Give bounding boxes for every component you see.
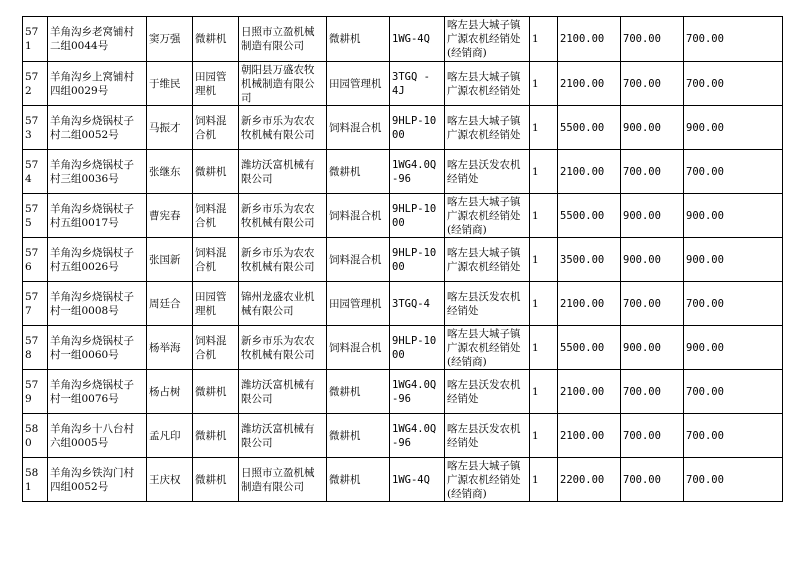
subsidy-cell: 700.00 [621, 414, 684, 458]
farmer-name-cell: 杨占树 [147, 370, 193, 414]
subsidy-cell: 700.00 [621, 62, 684, 106]
row-number-cell: 571 [23, 17, 48, 62]
dealer-cell: 喀左县大城子镇广源农机经销处(经销商) [445, 17, 530, 62]
model-cell: 3TGQ - 4J [390, 62, 445, 106]
machine-category-cell: 饲料混合机 [193, 106, 239, 150]
quantity-cell: 1 [530, 106, 558, 150]
manufacturer-cell: 新乡市乐为农农牧机械有限公司 [239, 238, 327, 282]
farmer-name-cell: 周廷合 [147, 282, 193, 326]
machine-category-cell: 田园管理机 [193, 62, 239, 106]
row-number-cell: 573 [23, 106, 48, 150]
table-row [23, 17, 783, 62]
total-subsidy-cell: 700.00 [684, 282, 783, 326]
farmer-name-cell: 马振才 [147, 106, 193, 150]
manufacturer-cell: 朝阳县万盛农牧机械制造有限公司 [239, 62, 327, 106]
model-cell: 3TGQ-4 [390, 282, 445, 326]
machine-category-cell: 饲料混合机 [193, 194, 239, 238]
model-cell: 9HLP-1000 [390, 326, 445, 370]
manufacturer-cell: 潍坊沃富机械有限公司 [239, 414, 327, 458]
row-number-cell: 576 [23, 238, 48, 282]
manufacturer-cell: 锦州龙盛农业机械有限公司 [239, 282, 327, 326]
farmer-name-cell: 张国新 [147, 238, 193, 282]
quantity-cell: 1 [530, 370, 558, 414]
quantity-cell: 1 [530, 150, 558, 194]
address-cell: 羊角沟乡上窝铺村四组0029号 [48, 62, 147, 106]
farmer-name-cell: 王庆权 [147, 458, 193, 502]
quantity-cell: 1 [530, 194, 558, 238]
table-row [23, 62, 783, 106]
machine-category-cell: 微耕机 [193, 370, 239, 414]
model-cell: 1WG4.0Q-96 [390, 150, 445, 194]
total-subsidy-cell: 700.00 [684, 62, 783, 106]
table-row [23, 326, 783, 370]
row-number-cell: 580 [23, 414, 48, 458]
total-subsidy-cell: 700.00 [684, 17, 783, 62]
table-row [23, 414, 783, 458]
farmer-name-cell: 曹宪春 [147, 194, 193, 238]
model-cell: 1WG-4Q [390, 17, 445, 62]
price-cell: 2100.00 [558, 150, 621, 194]
manufacturer-cell: 新乡市乐为农农牧机械有限公司 [239, 194, 327, 238]
machine-category-cell: 微耕机 [193, 17, 239, 62]
model-cell: 9HLP-1000 [390, 238, 445, 282]
machine-category-cell: 饲料混合机 [193, 238, 239, 282]
quantity-cell: 1 [530, 17, 558, 62]
quantity-cell: 1 [530, 414, 558, 458]
table-row [23, 238, 783, 282]
model-cell: 9HLP-1000 [390, 106, 445, 150]
row-number-cell: 577 [23, 282, 48, 326]
quantity-cell: 1 [530, 282, 558, 326]
subsidy-cell: 700.00 [621, 150, 684, 194]
address-cell: 羊角沟乡烧锅杖子村一组0060号 [48, 326, 147, 370]
machine-category-cell: 微耕机 [193, 414, 239, 458]
machine-item-cell: 饲料混合机 [327, 106, 390, 150]
manufacturer-cell: 潍坊沃富机械有限公司 [239, 370, 327, 414]
table-body [23, 17, 783, 502]
machine-item-cell: 饲料混合机 [327, 238, 390, 282]
dealer-cell: 喀左县大城子镇广源农机经销处(经销商) [445, 458, 530, 502]
model-cell: 1WG-4Q [390, 458, 445, 502]
manufacturer-cell: 新乡市乐为农农牧机械有限公司 [239, 106, 327, 150]
row-number-cell: 578 [23, 326, 48, 370]
address-cell: 羊角沟乡老窝铺村二组0044号 [48, 17, 147, 62]
dealer-cell: 喀左县沃发农机经销处 [445, 414, 530, 458]
farmer-name-cell: 于维民 [147, 62, 193, 106]
dealer-cell: 喀左县沃发农机经销处 [445, 282, 530, 326]
model-cell: 1WG4.0Q-96 [390, 370, 445, 414]
table-row [23, 150, 783, 194]
row-number-cell: 581 [23, 458, 48, 502]
row-number-cell: 574 [23, 150, 48, 194]
manufacturer-cell: 新乡市乐为农农牧机械有限公司 [239, 326, 327, 370]
quantity-cell: 1 [530, 238, 558, 282]
machine-item-cell: 微耕机 [327, 17, 390, 62]
machine-category-cell: 田园管理机 [193, 282, 239, 326]
farmer-name-cell: 孟凡印 [147, 414, 193, 458]
total-subsidy-cell: 900.00 [684, 326, 783, 370]
subsidy-cell: 700.00 [621, 17, 684, 62]
machine-category-cell: 微耕机 [193, 150, 239, 194]
total-subsidy-cell: 700.00 [684, 370, 783, 414]
machine-item-cell: 微耕机 [327, 150, 390, 194]
machine-item-cell: 田园管理机 [327, 282, 390, 326]
total-subsidy-cell: 900.00 [684, 194, 783, 238]
farmer-name-cell: 窦万强 [147, 17, 193, 62]
dealer-cell: 喀左县大城子镇广源农机经销处 [445, 62, 530, 106]
machine-item-cell: 田园管理机 [327, 62, 390, 106]
price-cell: 2100.00 [558, 62, 621, 106]
row-number-cell: 579 [23, 370, 48, 414]
manufacturer-cell: 潍坊沃富机械有限公司 [239, 150, 327, 194]
address-cell: 羊角沟乡烧锅杖子村一组0008号 [48, 282, 147, 326]
table-row [23, 106, 783, 150]
machine-item-cell: 饲料混合机 [327, 326, 390, 370]
machine-item-cell: 微耕机 [327, 370, 390, 414]
table-row [23, 282, 783, 326]
address-cell: 羊角沟乡烧锅杖子村三组0036号 [48, 150, 147, 194]
row-number-cell: 575 [23, 194, 48, 238]
address-cell: 羊角沟乡烧锅杖子村一组0076号 [48, 370, 147, 414]
total-subsidy-cell: 700.00 [684, 150, 783, 194]
machine-category-cell: 饲料混合机 [193, 326, 239, 370]
subsidy-cell: 900.00 [621, 106, 684, 150]
address-cell: 羊角沟乡烧锅杖子村五组0017号 [48, 194, 147, 238]
farmer-name-cell: 杨举海 [147, 326, 193, 370]
machine-category-cell: 微耕机 [193, 458, 239, 502]
farmer-name-cell: 张继东 [147, 150, 193, 194]
machine-item-cell: 微耕机 [327, 414, 390, 458]
manufacturer-cell: 日照市立盈机械制造有限公司 [239, 458, 327, 502]
subsidy-cell: 700.00 [621, 458, 684, 502]
quantity-cell: 1 [530, 326, 558, 370]
price-cell: 2100.00 [558, 414, 621, 458]
manufacturer-cell: 日照市立盈机械制造有限公司 [239, 17, 327, 62]
model-cell: 9HLP-1000 [390, 194, 445, 238]
dealer-cell: 喀左县大城子镇广源农机经销处(经销商) [445, 326, 530, 370]
dealer-cell: 喀左县沃发农机经销处 [445, 370, 530, 414]
machine-item-cell: 微耕机 [327, 458, 390, 502]
dealer-cell: 喀左县大城子镇广源农机经销处 [445, 106, 530, 150]
price-cell: 2200.00 [558, 458, 621, 502]
dealer-cell: 喀左县大城子镇广源农机经销处(经销商) [445, 194, 530, 238]
table-row [23, 194, 783, 238]
total-subsidy-cell: 700.00 [684, 414, 783, 458]
price-cell: 2100.00 [558, 17, 621, 62]
dealer-cell: 喀左县大城子镇广源农机经销处 [445, 238, 530, 282]
price-cell: 2100.00 [558, 282, 621, 326]
total-subsidy-cell: 900.00 [684, 238, 783, 282]
subsidy-cell: 700.00 [621, 370, 684, 414]
subsidy-cell: 900.00 [621, 326, 684, 370]
price-cell: 5500.00 [558, 326, 621, 370]
row-number-cell: 572 [23, 62, 48, 106]
table-row [23, 370, 783, 414]
address-cell: 羊角沟乡十八台村六组0005号 [48, 414, 147, 458]
subsidy-cell: 900.00 [621, 194, 684, 238]
address-cell: 羊角沟乡烧锅杖子村五组0026号 [48, 238, 147, 282]
subsidy-cell: 700.00 [621, 282, 684, 326]
quantity-cell: 1 [530, 62, 558, 106]
address-cell: 羊角沟乡铁沟门村四组0052号 [48, 458, 147, 502]
price-cell: 5500.00 [558, 194, 621, 238]
quantity-cell: 1 [530, 458, 558, 502]
price-cell: 3500.00 [558, 238, 621, 282]
total-subsidy-cell: 900.00 [684, 106, 783, 150]
dealer-cell: 喀左县沃发农机经销处 [445, 150, 530, 194]
address-cell: 羊角沟乡烧锅杖子村二组0052号 [48, 106, 147, 150]
total-subsidy-cell: 700.00 [684, 458, 783, 502]
machine-item-cell: 饲料混合机 [327, 194, 390, 238]
subsidy-cell: 900.00 [621, 238, 684, 282]
price-cell: 5500.00 [558, 106, 621, 150]
subsidy-table [22, 16, 783, 502]
model-cell: 1WG4.0Q-96 [390, 414, 445, 458]
price-cell: 2100.00 [558, 370, 621, 414]
table-row [23, 458, 783, 502]
